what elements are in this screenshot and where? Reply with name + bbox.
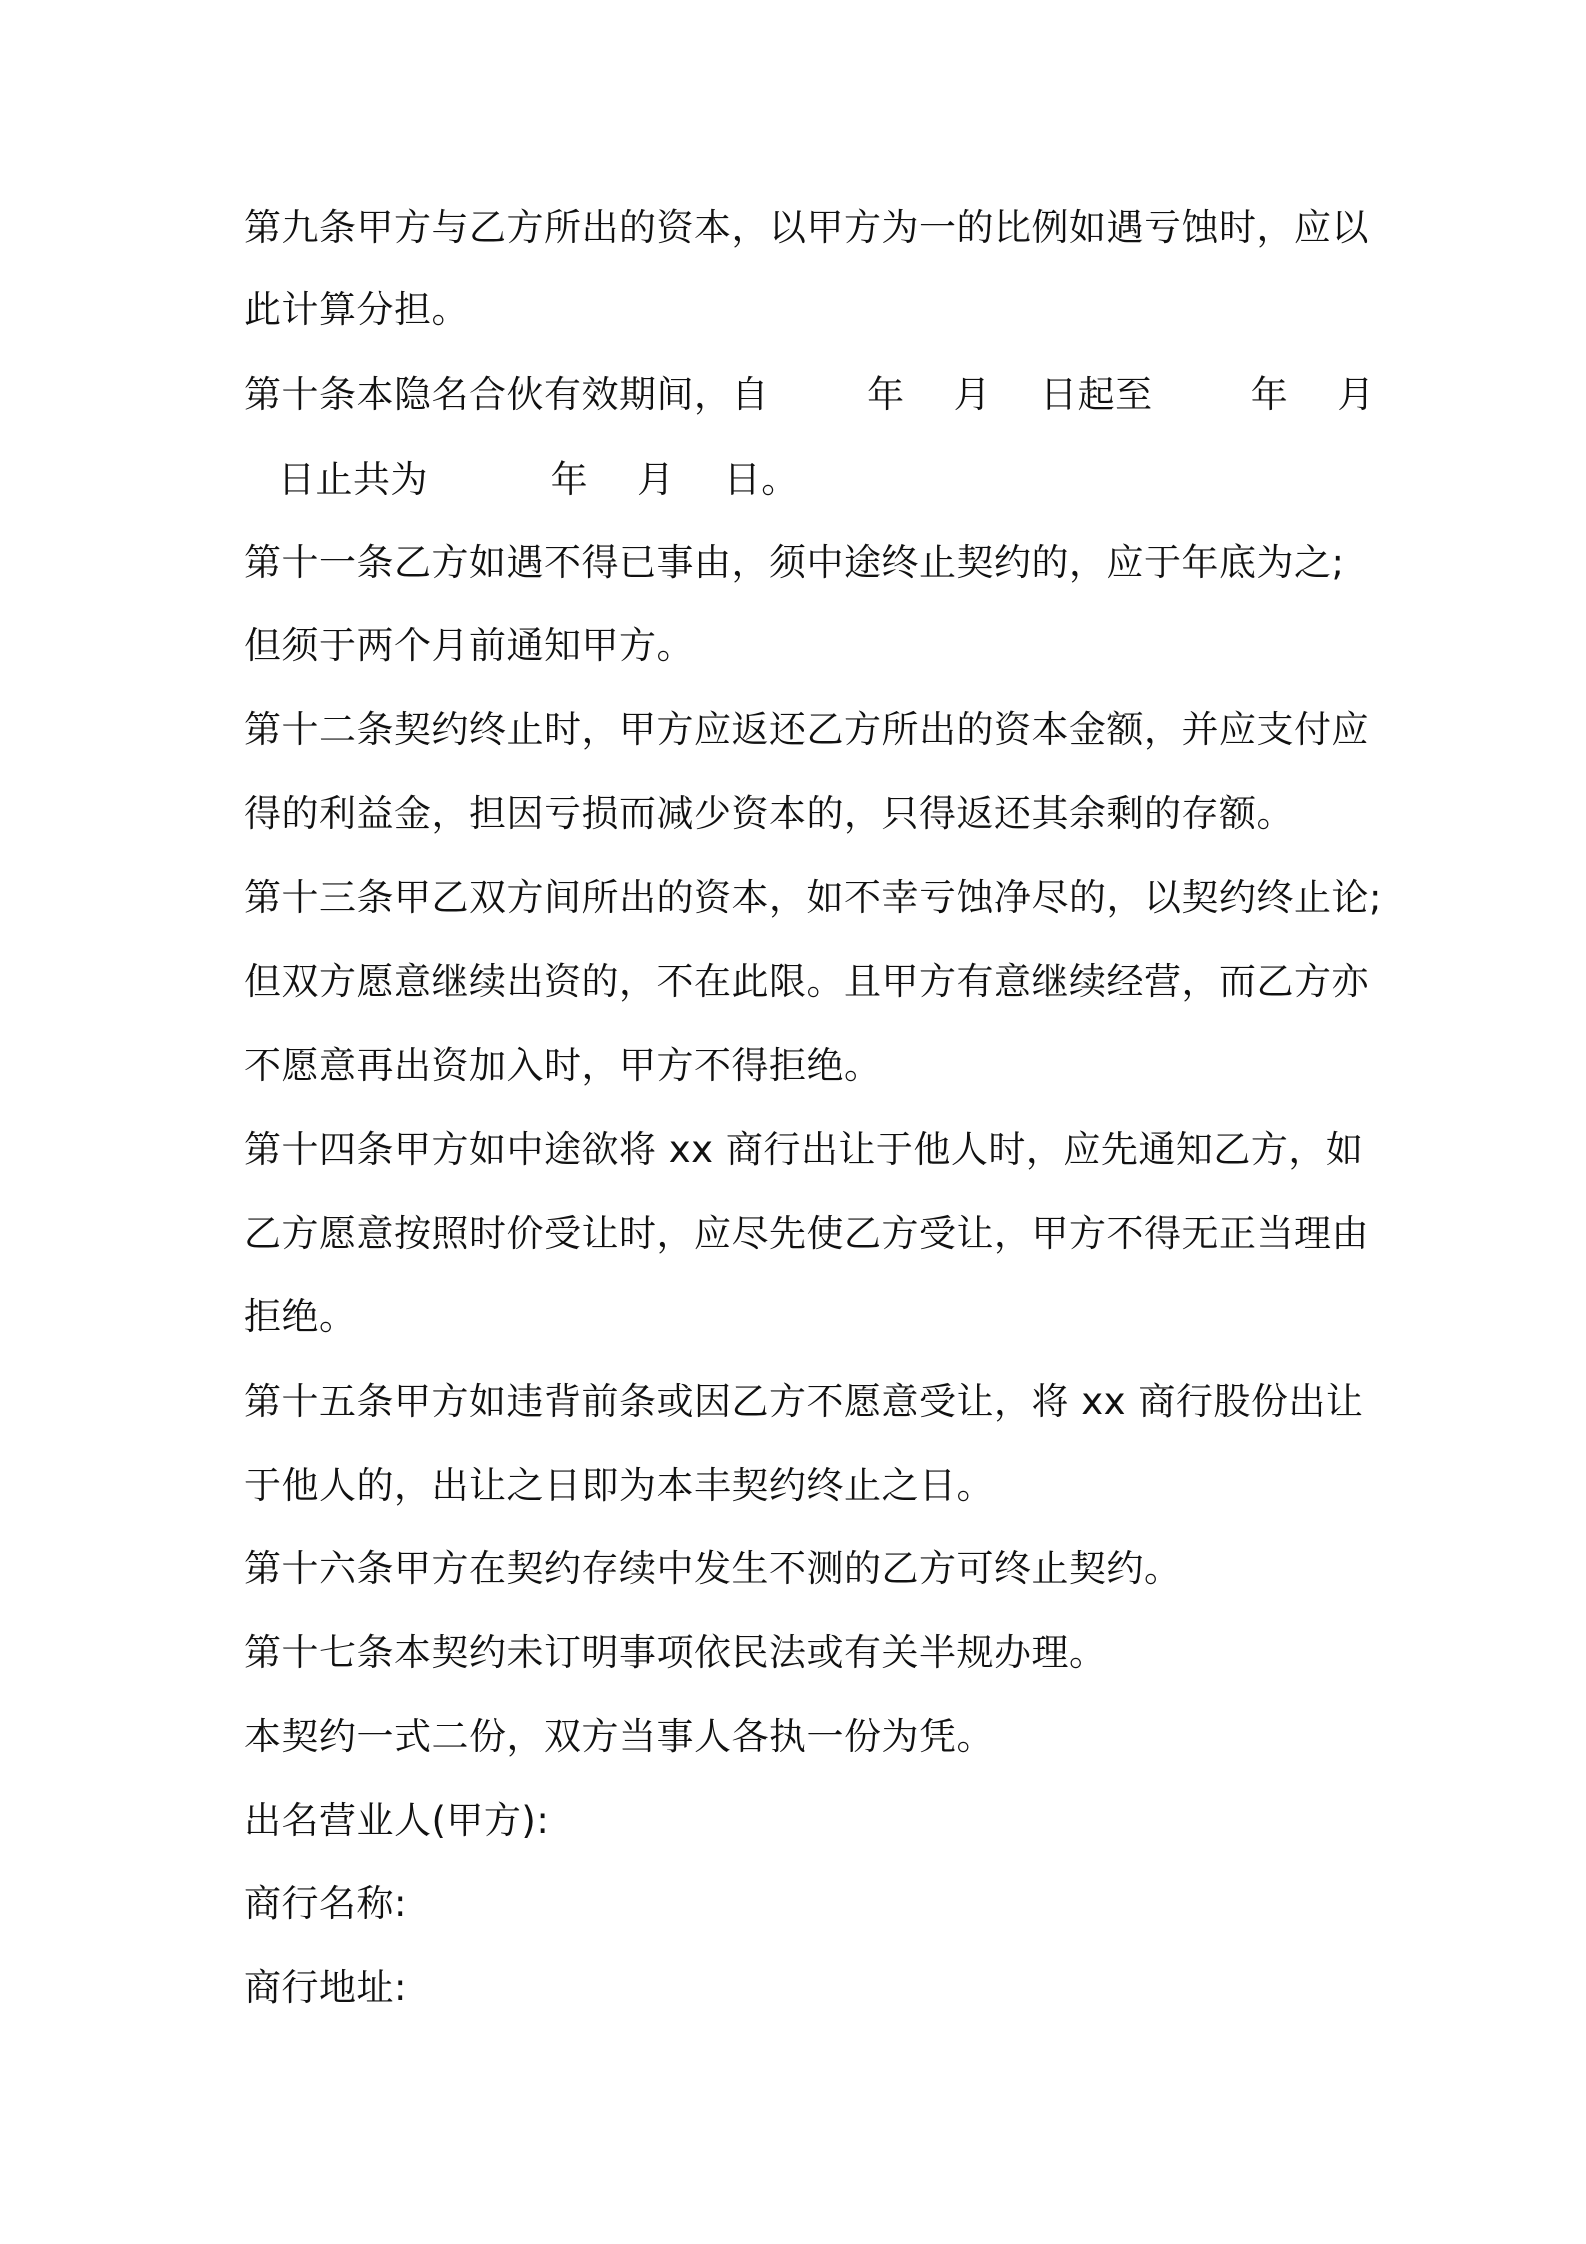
firm-name-label: 商行名称: bbox=[244, 1882, 407, 1925]
article-14-line-2: 乙方愿意按照时价受让时，应尽先使乙方受让，甲方不得无正当理由 bbox=[244, 1212, 1369, 1255]
article-11-line-2: 但须于两个月前通知甲方。 bbox=[244, 624, 694, 667]
article-12-line-1: 第十二条契约终止时，甲方应返还乙方所出的资本金额，并应支付应 bbox=[244, 708, 1369, 751]
article-14-line-1: 第十四条甲方如中途欲将 xx 商行出让于他人时，应先通知乙方，如 bbox=[244, 1128, 1364, 1171]
article-15-line-1: 第十五条甲方如违背前条或因乙方不愿意受让，将 xx 商行股份出让 bbox=[244, 1380, 1364, 1423]
article-14-line-3: 拒绝。 bbox=[244, 1295, 357, 1338]
article-13-line-1: 第十三条甲乙双方间所出的资本，如不幸亏蚀净尽的，以契约终止论; bbox=[244, 876, 1382, 919]
article-9-line-1: 第九条甲方与乙方所出的资本，以甲方为一的比例如遇亏蚀时，应以 bbox=[244, 206, 1369, 249]
article-10-line-1: 第十条本隐名合伙有效期间，自 年 月 日起至 年 月 bbox=[244, 373, 1375, 416]
article-17: 第十七条本契约未订明事项依民法或有关半规办理。 bbox=[244, 1631, 1107, 1674]
article-13-line-3: 不愿意再出资加入时，甲方不得拒绝。 bbox=[244, 1044, 882, 1087]
article-15-line-2: 于他人的，出让之日即为本丰契约终止之日。 bbox=[244, 1464, 994, 1507]
article-10-line-2: 日止共为 年 月 日。 bbox=[278, 458, 799, 501]
copies-clause: 本契约一式二份，双方当事人各执一份为凭。 bbox=[244, 1715, 994, 1758]
article-11-line-1: 第十一条乙方如遇不得已事由，须中途终止契约的，应于年底为之; bbox=[244, 541, 1345, 584]
article-12-line-2: 得的利益金，担因亏损而减少资本的，只得返还其余剩的存额。 bbox=[244, 792, 1294, 835]
article-16: 第十六条甲方在契约存续中发生不测的乙方可终止契约。 bbox=[244, 1547, 1182, 1590]
article-13-line-2: 但双方愿意继续出资的，不在此限。且甲方有意继续经营，而乙方亦 bbox=[244, 960, 1369, 1003]
firm-address-label: 商行地址: bbox=[244, 1966, 407, 2009]
party-a-label: 出名营业人(甲方): bbox=[244, 1799, 550, 1842]
article-9-line-2: 此计算分担。 bbox=[244, 288, 469, 331]
